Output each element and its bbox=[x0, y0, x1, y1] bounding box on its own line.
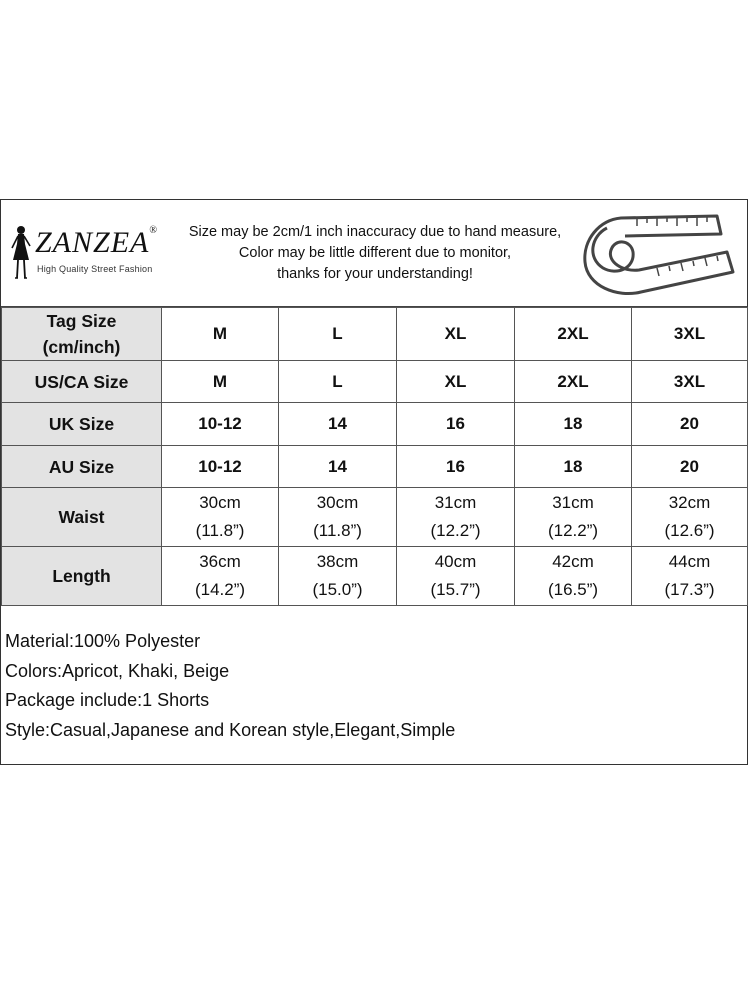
table-cell: 44cm (17.3”) bbox=[632, 547, 748, 606]
header-band bbox=[1, 200, 747, 307]
table-cell: 42cm (16.5”) bbox=[515, 547, 632, 606]
detail-package: Package include:1 Shorts bbox=[5, 690, 210, 710]
notice-line: Size may be 2cm/1 inch inaccuracy due to hand measure, bbox=[188, 224, 562, 240]
table-cell: M bbox=[162, 308, 279, 361]
notice-line: Color may be little different due to monitor, bbox=[238, 245, 512, 261]
table-cell: 14 bbox=[279, 446, 397, 488]
table-cell: 40cm (15.7”) bbox=[397, 547, 515, 606]
table-cell: 10-12 bbox=[162, 446, 279, 488]
measuring-tape-icon bbox=[577, 206, 737, 302]
table-row bbox=[2, 547, 748, 606]
table-cell: XL bbox=[397, 308, 515, 361]
row-label: AU Size bbox=[2, 446, 162, 488]
table-cell: 38cm (15.0”) bbox=[279, 547, 397, 606]
table-row bbox=[2, 361, 748, 403]
product-details bbox=[5, 627, 455, 745]
table-cell: 20 bbox=[632, 403, 748, 446]
table-cell: XL bbox=[397, 361, 515, 403]
table-cell: 20 bbox=[632, 446, 748, 488]
table-cell: 10-12 bbox=[162, 403, 279, 446]
detail-colors: Colors:Apricot, Khaki, Beige bbox=[5, 660, 230, 681]
table-cell: 30cm (11.8”) bbox=[162, 488, 279, 547]
table-row bbox=[2, 446, 748, 488]
table-cell: 36cm (14.2”) bbox=[162, 547, 279, 606]
measurement-notice bbox=[175, 222, 575, 285]
table-cell: 2XL bbox=[515, 361, 632, 403]
table-cell: 16 bbox=[397, 446, 515, 488]
brand-name: ZANZEA® bbox=[35, 225, 158, 259]
size-chart-sheet bbox=[0, 199, 748, 765]
table-cell: 3XL bbox=[632, 361, 748, 403]
table-cell: 14 bbox=[279, 403, 397, 446]
row-label: UK Size bbox=[2, 403, 162, 446]
brand-logo bbox=[7, 222, 177, 284]
table-cell: L bbox=[279, 361, 397, 403]
table-cell: 32cm (12.6”) bbox=[632, 488, 748, 547]
table-cell: 30cm (11.8”) bbox=[279, 488, 397, 547]
table-cell: 16 bbox=[397, 403, 515, 446]
table-cell: 2XL bbox=[515, 308, 632, 361]
table-cell: 31cm (12.2”) bbox=[515, 488, 632, 547]
detail-material: Material:100% Polyester bbox=[5, 631, 201, 651]
table-cell: 31cm (12.2”) bbox=[397, 488, 515, 547]
notice-line: thanks for your understanding! bbox=[277, 266, 473, 282]
table-row bbox=[2, 488, 748, 547]
table-row bbox=[2, 308, 748, 361]
detail-style: Style:Casual,Japanese and Korean style,Elegant,Simple bbox=[5, 719, 456, 740]
brand-tagline: High Quality Street Fashion bbox=[37, 264, 153, 274]
size-table bbox=[1, 307, 748, 606]
row-label: Tag Size (cm/inch) bbox=[2, 308, 162, 361]
table-row bbox=[2, 403, 748, 446]
row-label: US/CA Size bbox=[2, 361, 162, 403]
row-label: Waist bbox=[2, 488, 162, 547]
table-cell: 18 bbox=[515, 403, 632, 446]
table-cell: L bbox=[279, 308, 397, 361]
table-cell: M bbox=[162, 361, 279, 403]
woman-silhouette-icon bbox=[9, 224, 33, 282]
table-cell: 3XL bbox=[632, 308, 748, 361]
table-cell: 18 bbox=[515, 446, 632, 488]
row-label: Length bbox=[2, 547, 162, 606]
